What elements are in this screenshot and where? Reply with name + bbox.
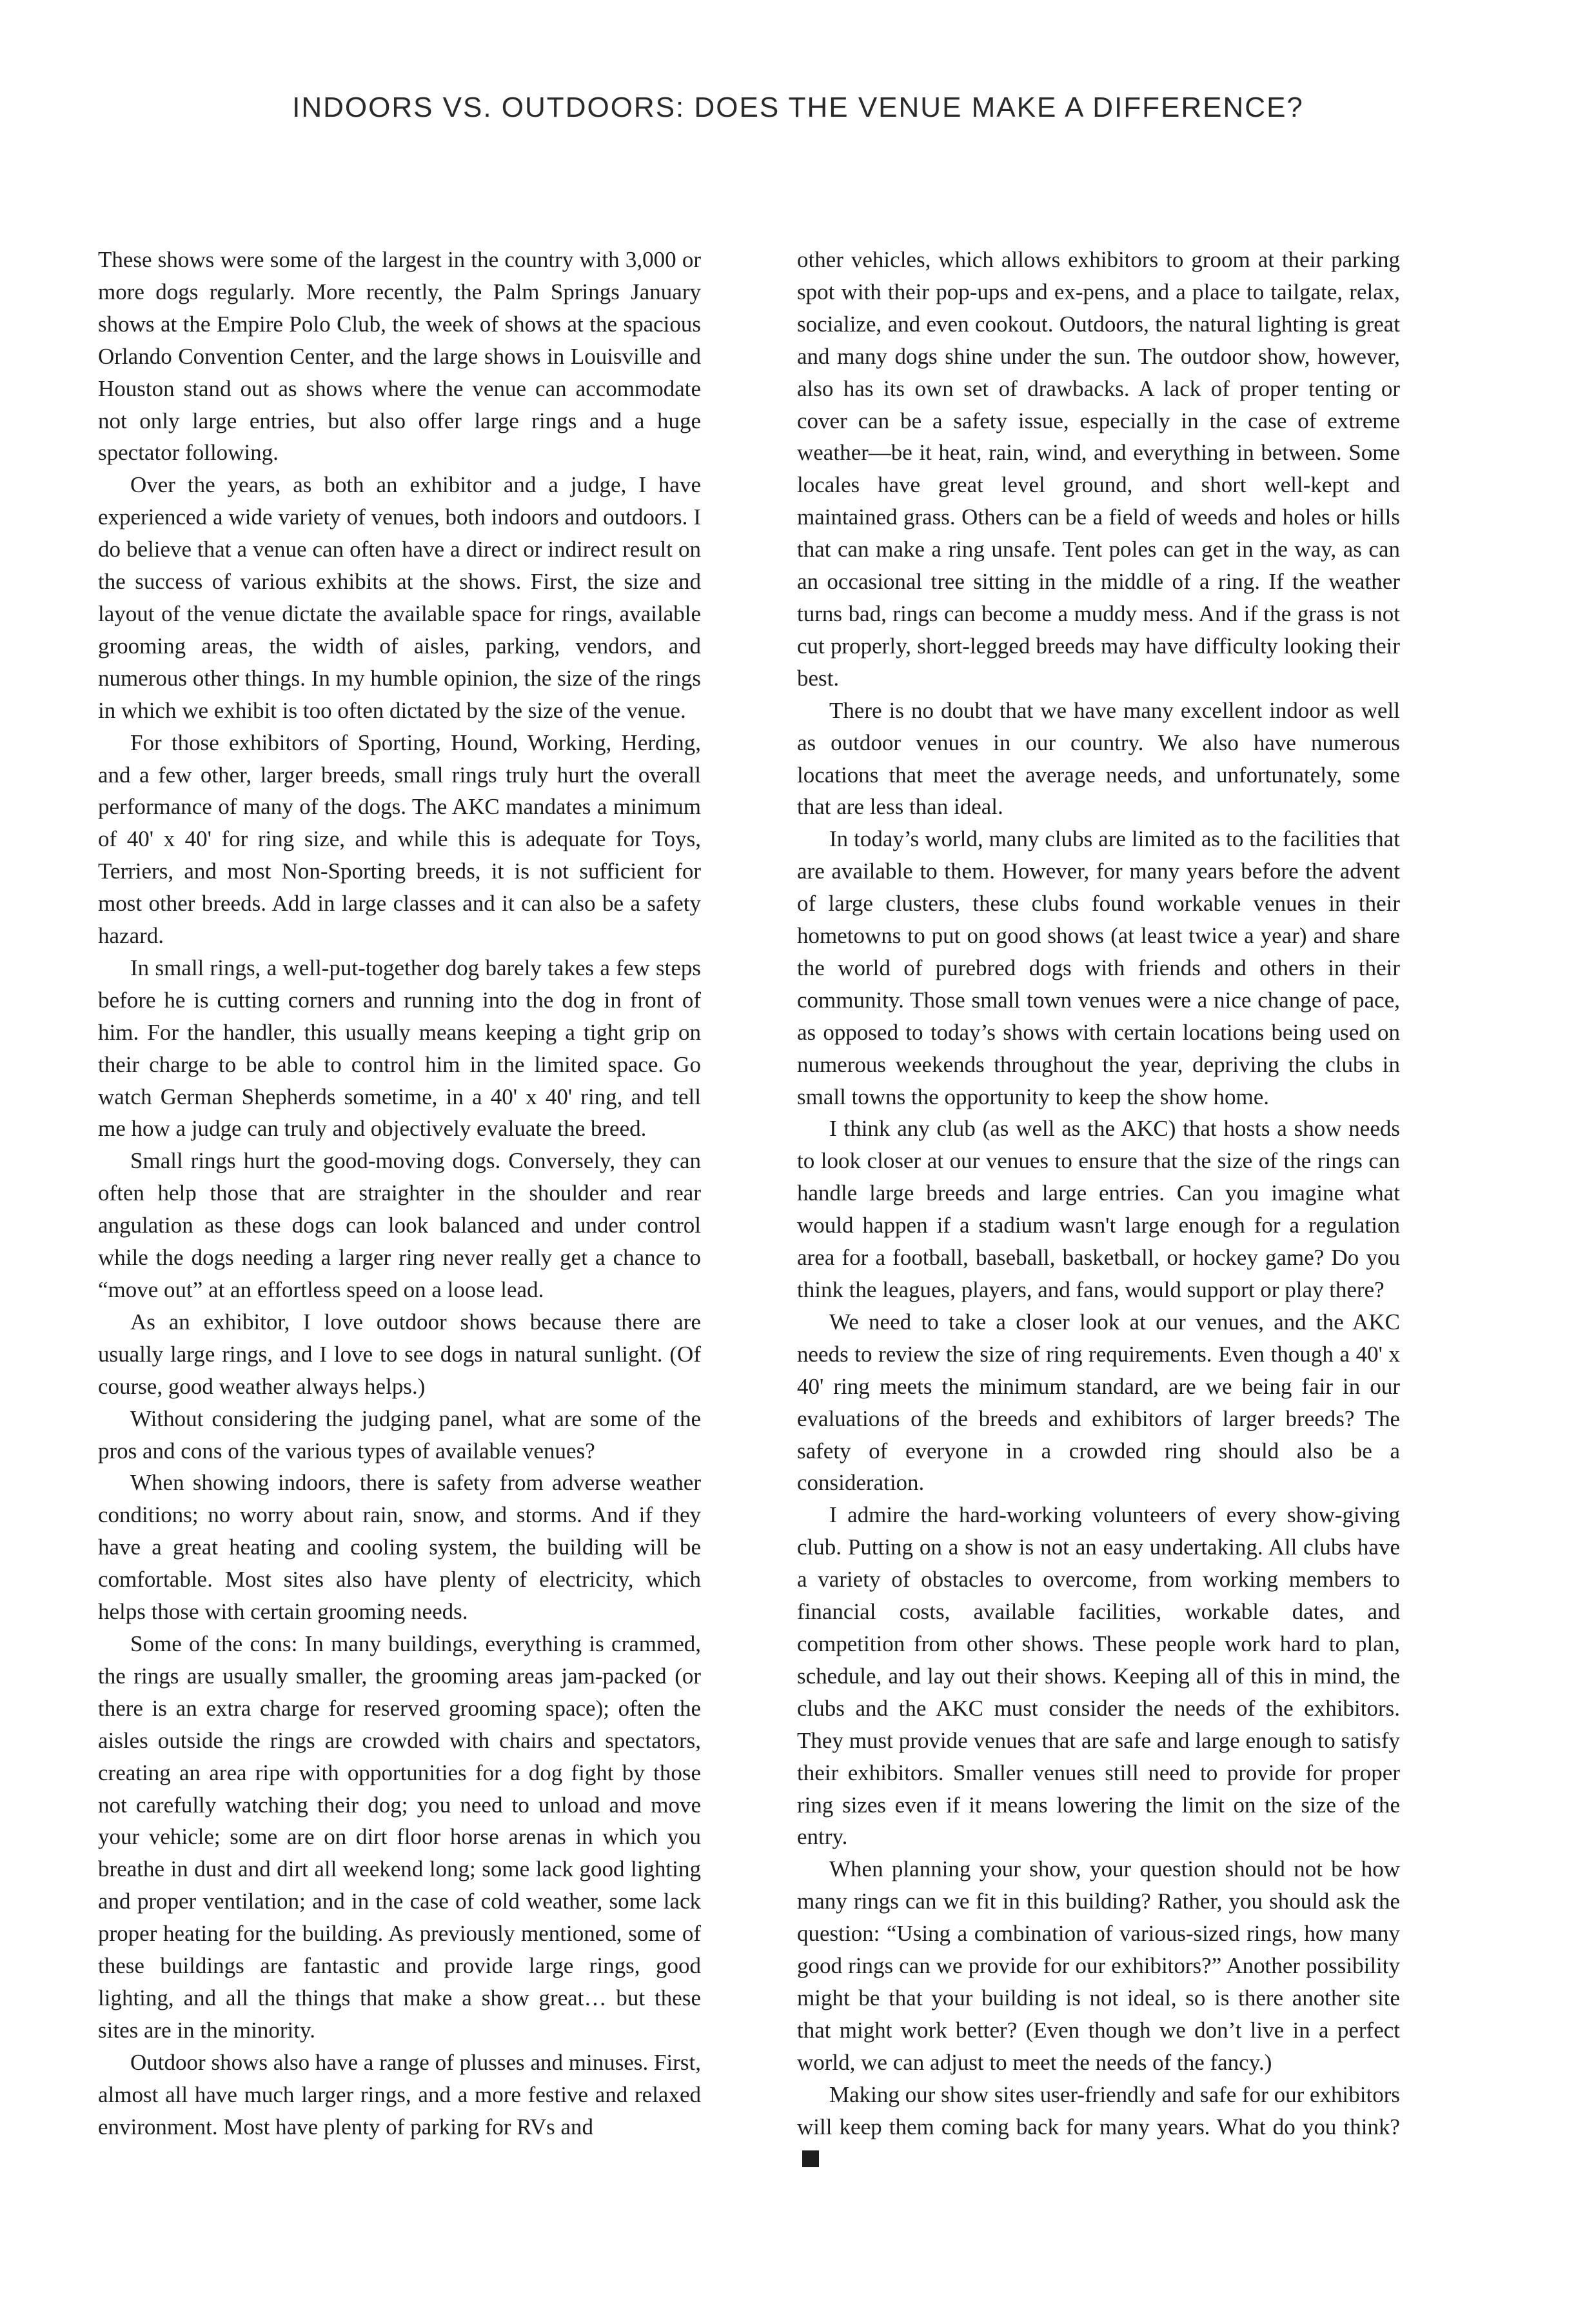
- paragraph: other vehicles, which allows exhibitors to groom at their parking spot with their pop-ups and ex-pens, and a place to tailgate, relax, socialize, and even cookout. Outdoors, the natural lighting is great and many dogs shine under the sun. The outdoor show, however, also has its own set of drawbacks. A lack of proper tenting or cover can be a safety issue, especially in the case of extreme weather—be it heat, rain, wind, and everything in between. Some locales have great level ground, and short well-kept and maintained grass. Others can be a field of weeds and holes or hills that can make a ring unsafe. Tent poles can get in the way, as can an occasional tree sitting in the middle of a ring. If the weather turns bad, rings can become a muddy mess. And if the grass is not cut properly, short-legged breeds may have difficulty looking their best.: [797, 247, 1400, 691]
- paragraph: Small rings hurt the good-moving dogs. Conversely, they can often help those that are straighter in the shoulder and rear angulation as these dogs can look balanced and under control while the dogs needing a larger ring never really get a chance to “move out” at an effortless speed on a loose lead.: [98, 1148, 701, 1302]
- paragraph: Outdoor shows also have a range of plusses and minuses. First, almost all have much larger rings, and a more festive and relaxed environment. Most have plenty of parking for RVs and: [98, 2049, 701, 2139]
- paragraph: I admire the hard-working volunteers of every show-giving club. Putting on a show is not an easy undertaking. All clubs have a variety of obstacles to overcome, from working members to financial costs, available facilities, workable dates, and competition from other shows. These people work hard to plan, schedule, and lay out their shows. Keeping all of this in mind, the clubs and the AKC must consider the needs of the exhibitors. They must provide venues that are safe and large enough to satisfy their exhibitors. Smaller venues still need to provide for proper ring sizes even if it means lowering the limit on the size of the entry.: [797, 1502, 1400, 1850]
- paragraph: As an exhibitor, I love outdoor shows because there are usually large rings, and I love to see dogs in natural sunlight. (Of course, good weather always helps.): [98, 1309, 701, 1399]
- paragraph: We need to take a closer look at our venues, and the AKC needs to review the size of ring requirements. Even though a 40' x 40' ring meets the minimum standard, are we being fair in our evaluations of the breeds and exhibitors of larger breeds? The safety of everyone in a crowded ring should also be a consideration.: [797, 1309, 1400, 1496]
- paragraph: Some of the cons: In many buildings, everything is crammed, the rings are usually smaller, the grooming areas jam-packed (or there is an extra charge for reserved grooming space); often the aisles outside the rings are crowded with chairs and spectators, creating an area ripe with opportunities for a dog fight by those not carefully watching their dog; you need to unload and move your vehicle; some are on dirt floor horse arenas in which you breathe in dust and dirt all weekend long; some lack good lighting and proper ventilation; and in the case of cold weather, some lack proper heating for the building. As previously mentioned, some of these buildings are fantastic and provide large rings, good lighting, and all the things that make a show great… but these sites are in the minority.: [98, 1631, 701, 2043]
- paragraph: In today’s world, many clubs are limited as to the facilities that are available to them. However, for many years before the advent of large clusters, these clubs found workable venues in their hometowns to put on good shows (at least twice a year) and share the world of purebred dogs with friends and others in their community. Those small town venues were a nice change of pace, as opposed to today’s shows with certain locations being used on numerous weekends throughout the year, depriving the clubs in small towns the opportunity to keep the show home.: [797, 826, 1400, 1109]
- page-header: INDOORS VS. OUTDOORS: DOES THE VENUE MAKE A DIFFERENCE?: [292, 92, 1304, 123]
- paragraph: When showing indoors, there is safety from adverse weather conditions; no worry about rain, snow, and storms. And if they have a great heating and cooling system, the building will be comfortable. Most sites also have plenty of electricity, which helps those with certain grooming needs.: [98, 1470, 701, 1625]
- end-mark-icon: [802, 2150, 819, 2167]
- article-column-right: [797, 244, 1400, 2175]
- article-column-left: [98, 244, 701, 2143]
- paragraph: For those exhibitors of Sporting, Hound, Working, Herding, and a few other, larger breeds, small rings truly hurt the overall performance of many of the dogs. The AKC mandates a minimum of 40' x 40' for ring size, and while this is adequate for Toys, Terriers, and most Non-Sporting breeds, it is not sufficient for most other breeds. Add in large classes and it can also be a safety hazard.: [98, 729, 701, 949]
- paragraph: When planning your show, your question should not be how many rings can we fit in this building? Rather, you should ask the question: “Using a combination of various-sized rings, how many good rings can we provide for our exhibitors?” Another possibility might be that your building is not ideal, so is there another site that might work better? (Even though we don’t live in a perfect world, we can adjust to meet the needs of the fancy.): [797, 1856, 1400, 2075]
- final-paragraph: [797, 2079, 1400, 2176]
- paragraph: In small rings, a well-put-together dog barely takes a few steps before he is cutting corners and running into the dog in front of him. For the handler, this usually means keeping a tight grip on their charge to be able to control him in the limited space. Go watch German Shepherds sometime, in a 40' x 40' ring, and tell me how a judge can truly and objectively evaluate the breed.: [98, 955, 701, 1142]
- paragraph: These shows were some of the largest in the country with 3,000 or more dogs regularly. More recently, the Palm Springs January shows at the Empire Polo Club, the week of shows at the spacious Orlando Convention Center, and the large shows in Louisville and Houston stand out as shows where the venue can accommodate not only large entries, but also offer large rings and a huge spectator following.: [98, 247, 701, 466]
- paragraph: I think any club (as well as the AKC) that hosts a show needs to look closer at our venues to ensure that the size of the rings can handle large breeds and large entries. Can you imagine what would happen if a stadium wasn't large enough for a regulation area for a football, baseball, basketball, or hockey game? Do you think the leagues, players, and fans, would support or play there?: [797, 1116, 1400, 1302]
- paragraph: Over the years, as both an exhibitor and a judge, I have experienced a wide variety of venues, both indoors and outdoors. I do believe that a venue can often have a direct or indirect result on the success of various exhibits at the shows. First, the size and layout of the venue dictate the available space for rings, available grooming areas, the width of aisles, parking, vendors, and numerous other things. In my humble opinion, the size of the rings in which we exhibit is too often dictated by the size of the venue.: [98, 472, 701, 723]
- paragraph: There is no doubt that we have many excellent indoor as well as outdoor venues in our country. We also have numerous locations that meet the average needs, and unfortunately, some that are less than ideal.: [797, 697, 1400, 820]
- paragraph: Without considering the judging panel, what are some of the pros and cons of the various types of available venues?: [98, 1405, 701, 1464]
- final-paragraph-text: Making our show sites user-friendly and safe for our exhibitors will keep them coming back for many years. What do you think?: [797, 2081, 1400, 2139]
